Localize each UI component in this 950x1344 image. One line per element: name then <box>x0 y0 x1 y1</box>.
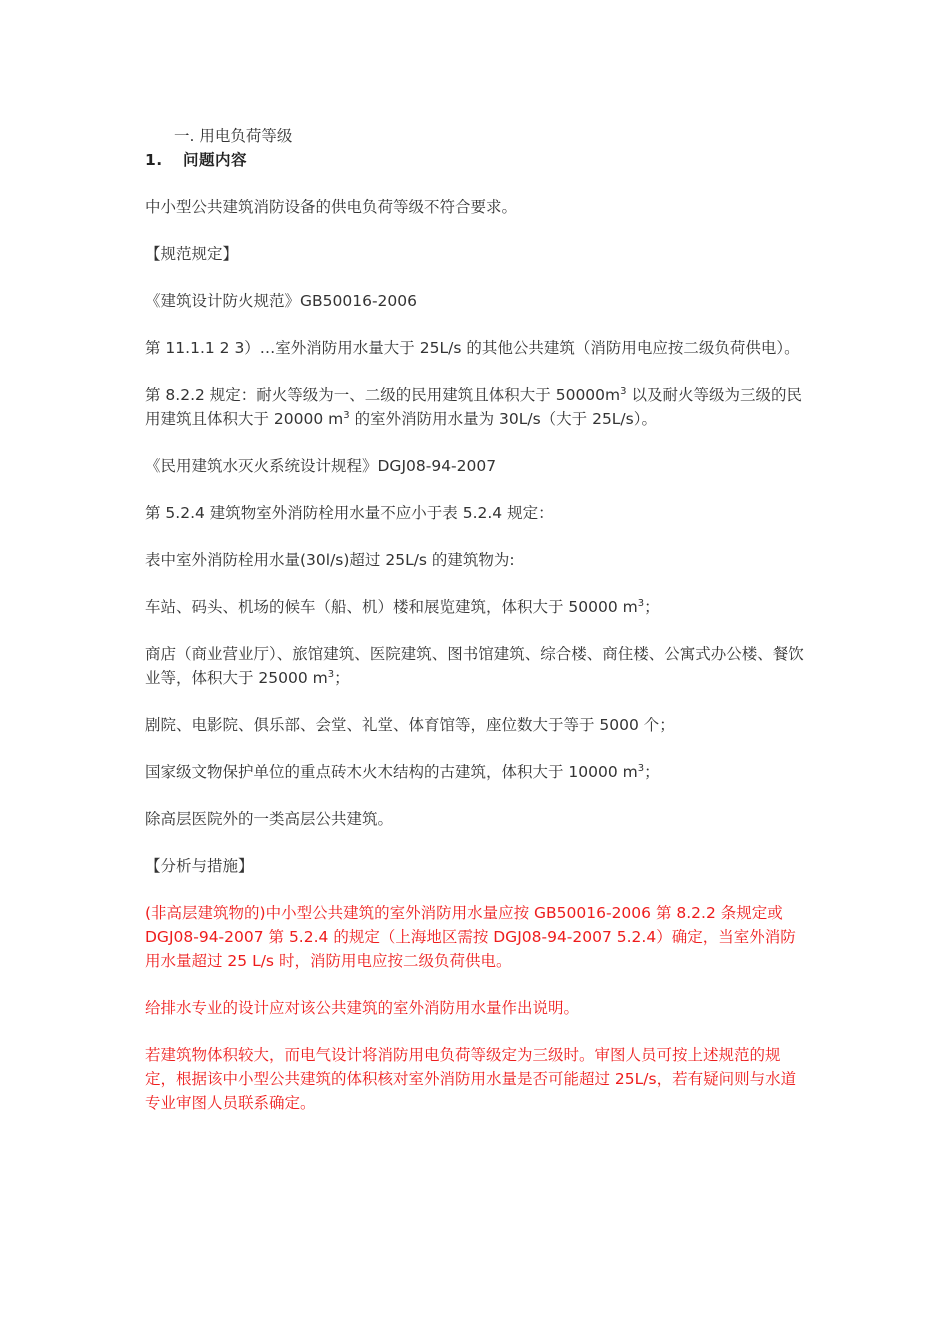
clause-11-1-1: 第 11.1.1 2 3）…室外消防用水量大于 25L/s 的其他公共建筑（消防用电应按二级负荷供电）。 <box>145 339 800 357</box>
clause-8-2-2: 第 8.2.2 规定：耐火等级为一、二级的民用建筑且体积大于 $50000m^3$ 以及耐火等级为三级的民用建筑且体积大于 20000 $m^3$ 的室外消防用水量为 30L/s（大于 25L/s）。 <box>145 386 802 428</box>
section-heading: 一. 用电负荷等级 <box>174 127 293 145</box>
analysis-paragraph-3: 若建筑物体积较大，而电气设计将消防用电负荷等级定为三级时。审图人员可按上述规范的规定，根据该中小型公共建筑的体积核对室外消防用水量是否可能超过 25L/s，若有疑问则与水道专业审图人员联系确定。 <box>145 1046 797 1112</box>
table-intro: 表中室外消防栓用水量(30l/s)超过 25L/s 的建筑物为: <box>145 551 515 569</box>
regulation-2-title: 《民用建筑水灭火系统设计规程》DGJ08-94-2007 <box>145 457 497 475</box>
problem-statement: 中小型公共建筑消防设备的供电负荷等级不符合要求。 <box>145 198 518 216</box>
list-item-heritage: 国家级文物保护单位的重点砖木火木结构的古建筑，体积大于 10000 $m^3$； <box>145 763 660 781</box>
analysis-paragraph-1: (非高层建筑物的)中小型公共建筑的室外消防用水量应按 GB50016-2006 第 8.2.2 条规定或 DGJ08-94-2007 第 5.2.4 的规定（上海地区需按 DGJ08-94-2007 5.2.4）确定，当室外消防用水量超过 25 L/s 时，消防用电应按二级负荷供电。 <box>145 904 796 970</box>
analysis-paragraph-2: 给排水专业的设计应对该公共建筑的室外消防用水量作出说明。 <box>145 999 580 1017</box>
list-item-stations: 车站、码头、机场的候车（船、机）楼和展览建筑，体积大于 50000 $m^3$； <box>145 598 660 616</box>
regulation-1-title: 《建筑设计防火规范》GB50016-2006 <box>145 292 417 310</box>
clause-5-2-4: 第 5.2.4 建筑物室外消防栓用水量不应小于表 5.2.4 规定： <box>145 504 554 522</box>
list-item-theaters: 剧院、电影院、俱乐部、会堂、礼堂、体育馆等，座位数大于等于 5000 个； <box>145 716 675 734</box>
list-item-highrise: 除高层医院外的一类高层公共建筑。 <box>145 810 394 828</box>
list-item-shops: 商店（商业营业厅）、旅馆建筑、医院建筑、图书馆建筑、综合楼、商住楼、公寓式办公楼、餐饮业等，体积大于 25000 $m^3$； <box>145 645 804 687</box>
document-page <box>145 124 810 1138</box>
subsection-title: 问题内容 <box>183 151 248 169</box>
regulation-header: 【规范规定】 <box>145 245 239 263</box>
subsection-number: 1. <box>145 151 163 169</box>
analysis-header: 【分析与措施】 <box>145 857 254 875</box>
subsection-heading <box>145 148 810 172</box>
